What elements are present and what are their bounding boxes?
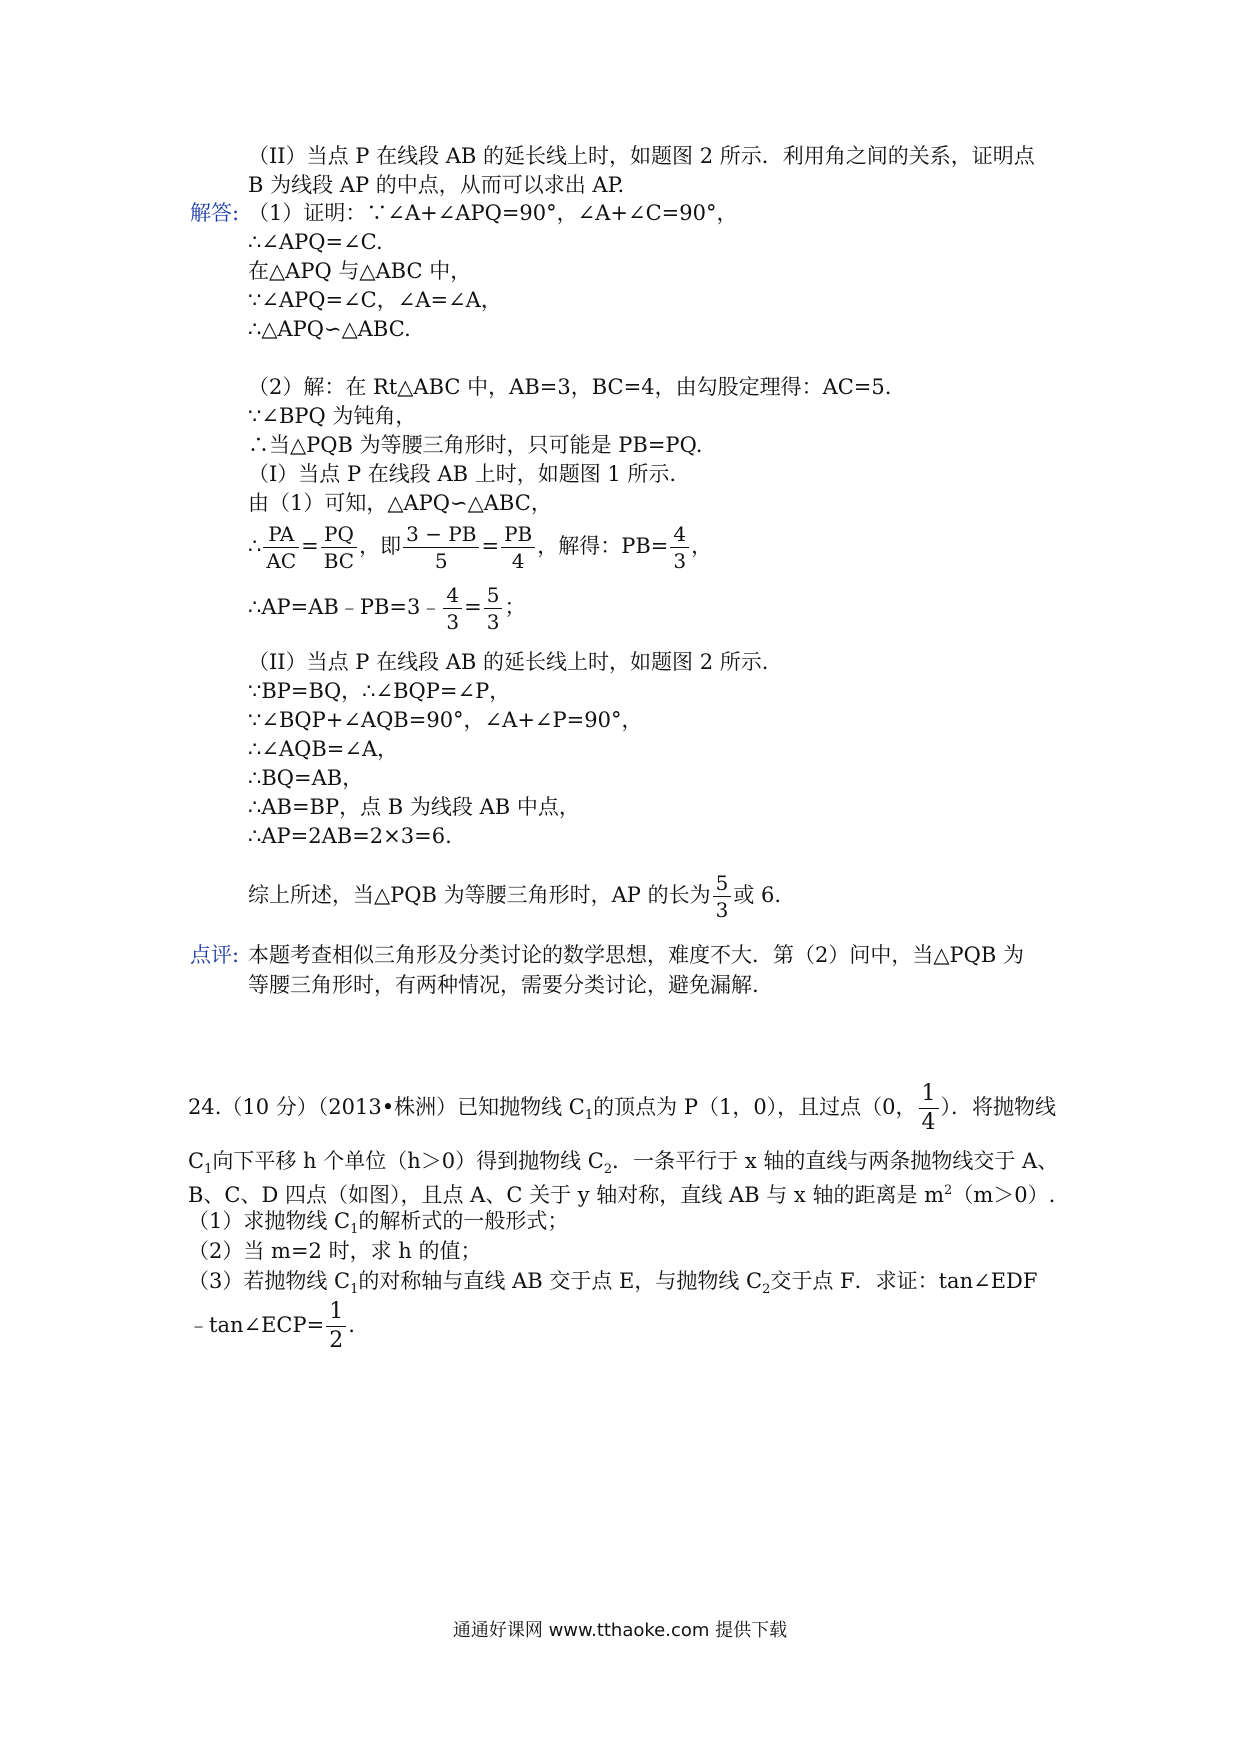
eq-end: ，	[691, 534, 713, 558]
fraction-1-2	[326, 1301, 346, 1352]
problem-text: 的顶点为 P（1，0），且过点（0，	[593, 1095, 917, 1119]
subscript: 1	[204, 1162, 213, 1178]
fraction-5-3	[713, 873, 732, 920]
fraction-5-3	[484, 585, 503, 632]
numerator: 1	[919, 1083, 939, 1109]
problem-text: 的对称轴与直线 AB 交于点 E，与抛物线 C	[358, 1269, 763, 1293]
solution-line: （1）证明：∵∠A+∠APQ=90°，∠A+∠C=90°，	[248, 201, 738, 225]
numerator: 4	[670, 524, 689, 548]
solution-line: ∴△APQ∽△ABC.	[248, 317, 411, 341]
subscript: 2	[603, 1162, 613, 1178]
conclusion	[248, 866, 781, 924]
solution-line: ∴AB=BP，点 B 为线段 AB 中点，	[248, 795, 580, 819]
numerator: 5	[713, 873, 732, 897]
numerator: 5	[484, 585, 503, 609]
solution-line: ∴∠AQB=∠A，	[248, 737, 399, 761]
numerator: 3 − PB	[403, 524, 479, 548]
fraction-pq-bc	[321, 524, 357, 571]
denominator: 3	[446, 610, 460, 634]
numerator: 4	[443, 585, 462, 609]
conclusion-text: 综上所述，当△PQB 为等腰三角形时，AP 的长为	[248, 883, 711, 907]
problem-text: （3）若抛物线 C	[188, 1269, 351, 1293]
solution-line: （I）当点 P 在线段 AB 上时，如题图 1 所示.	[248, 462, 677, 486]
equation-ratio	[248, 517, 712, 575]
solution-line: ∵∠APQ=∠C，∠A=∠A，	[248, 288, 502, 312]
denominator: 4	[921, 1110, 936, 1135]
denominator: 5	[434, 549, 448, 573]
fraction-4-3	[670, 524, 689, 571]
solution-line: ∴BQ=AB，	[248, 766, 364, 790]
problem-text: ．一条平行于 x 轴的直线与两条抛物线交于 A、	[612, 1149, 1059, 1173]
problem-text: 24.（10 分）（2013•株洲）已知抛物线 C	[188, 1095, 585, 1119]
solution-line: 在△APQ 与△ABC 中，	[248, 259, 472, 283]
numerator: 1	[326, 1301, 346, 1327]
solution-label: 解答:	[190, 201, 240, 225]
denominator: 3	[486, 610, 500, 634]
equation-ap	[248, 578, 525, 636]
problem-text: （m＞0）.	[952, 1183, 1056, 1207]
fraction-4-3	[443, 585, 462, 632]
solution-line: 由（1）可知，△APQ∽△ABC，	[248, 491, 552, 515]
problem-24-statement	[188, 1078, 1056, 1145]
superscript: 2	[944, 1183, 953, 1198]
problem-text: 的解析式的一般形式；	[358, 1209, 569, 1233]
fraction-pb-4	[501, 524, 535, 571]
subscript: 1	[584, 1108, 594, 1124]
subscript: 1	[350, 1282, 359, 1298]
page-footer: 通通好课网 www.tthaoke.com 提供下载	[452, 1620, 788, 1641]
fraction-3-pb-5	[403, 524, 479, 571]
solution-line: ∵∠BQP+∠AQB=90°，∠A+∠P=90°，	[248, 708, 643, 732]
equals-sign: =	[301, 534, 319, 558]
fraction-pa-ac	[263, 524, 299, 571]
conclusion-text: 或 6.	[733, 883, 782, 907]
comment-label: 点评:	[190, 943, 240, 967]
eq-end: ；	[504, 595, 526, 619]
equals-sign: =	[481, 534, 500, 558]
problem-text: ﹣tan∠ECP=	[188, 1313, 325, 1337]
subscript: 2	[762, 1282, 771, 1298]
eq-prefix: ∴AP=AB﹣PB=3﹣	[248, 595, 442, 619]
denominator: 3	[673, 549, 687, 573]
solution-line: ∴AP=2AB=2×3=6.	[248, 824, 452, 848]
denominator: AC	[266, 549, 297, 573]
fraction-1-4	[919, 1083, 939, 1134]
problem-text: C	[188, 1149, 205, 1173]
problem-text: .	[348, 1313, 355, 1337]
solution-line: ∵BP=BQ，∴∠BQP=∠P，	[248, 679, 511, 703]
problem-24-question-2: （2）当 m=2 时，求 h 的值；	[188, 1239, 482, 1263]
problem-24-line	[188, 1176, 1055, 1210]
problem-text: （1）求抛物线 C	[188, 1209, 351, 1233]
numerator: PB	[501, 524, 535, 548]
problem-text: 交于点 F．求证：tan∠EDF	[770, 1269, 1038, 1293]
comment-line: 等腰三角形时，有两种情况，需要分类讨论，避免漏解.	[248, 973, 759, 997]
equals-sign: =	[464, 595, 482, 619]
solution-line: ∵∠BPQ 为钝角，	[248, 404, 417, 428]
analysis-line: B 为线段 AP 的中点，从而可以求出 AP.	[248, 173, 625, 197]
problem-text: B、C、D 四点（如图），且点 A、C 关于 y 轴对称，直线 AB 与 x 轴的距离是 m	[188, 1183, 945, 1207]
numerator: PQ	[321, 524, 357, 548]
denominator: BC	[323, 549, 355, 573]
eq-text: ，解得：PB=	[537, 534, 669, 558]
eq-prefix: ∴	[248, 534, 262, 558]
numerator: PA	[263, 524, 299, 548]
problem-text: ）．将抛物线	[940, 1095, 1057, 1119]
solution-line: ∴∠APQ=∠C.	[248, 230, 383, 254]
subscript: 1	[350, 1222, 359, 1238]
solution-line: ∴当△PQB 为等腰三角形时，只可能是 PB=PQ.	[248, 433, 703, 457]
problem-24-question-3-cont	[188, 1296, 355, 1354]
problem-text: 向下平移 h 个单位（h＞0）得到抛物线 C	[212, 1149, 604, 1173]
denominator: 2	[329, 1328, 344, 1353]
solution-line: （II）当点 P 在线段 AB 的延长线上时，如题图 2 所示.	[248, 650, 769, 674]
solution-line: （2）解：在 Rt△ABC 中，AB=3，BC=4，由勾股定理得：AC=5.	[248, 375, 892, 399]
denominator: 4	[511, 549, 525, 573]
comment-line: 本题考查相似三角形及分类讨论的数学思想，难度不大．第（2）问中，当△PQB 为	[248, 943, 1024, 967]
eq-text: ，即	[359, 534, 402, 558]
analysis-line: （II）当点 P 在线段 AB 的延长线上时，如题图 2 所示．利用角之间的关系，证明点	[248, 144, 1035, 168]
denominator: 3	[715, 898, 729, 922]
